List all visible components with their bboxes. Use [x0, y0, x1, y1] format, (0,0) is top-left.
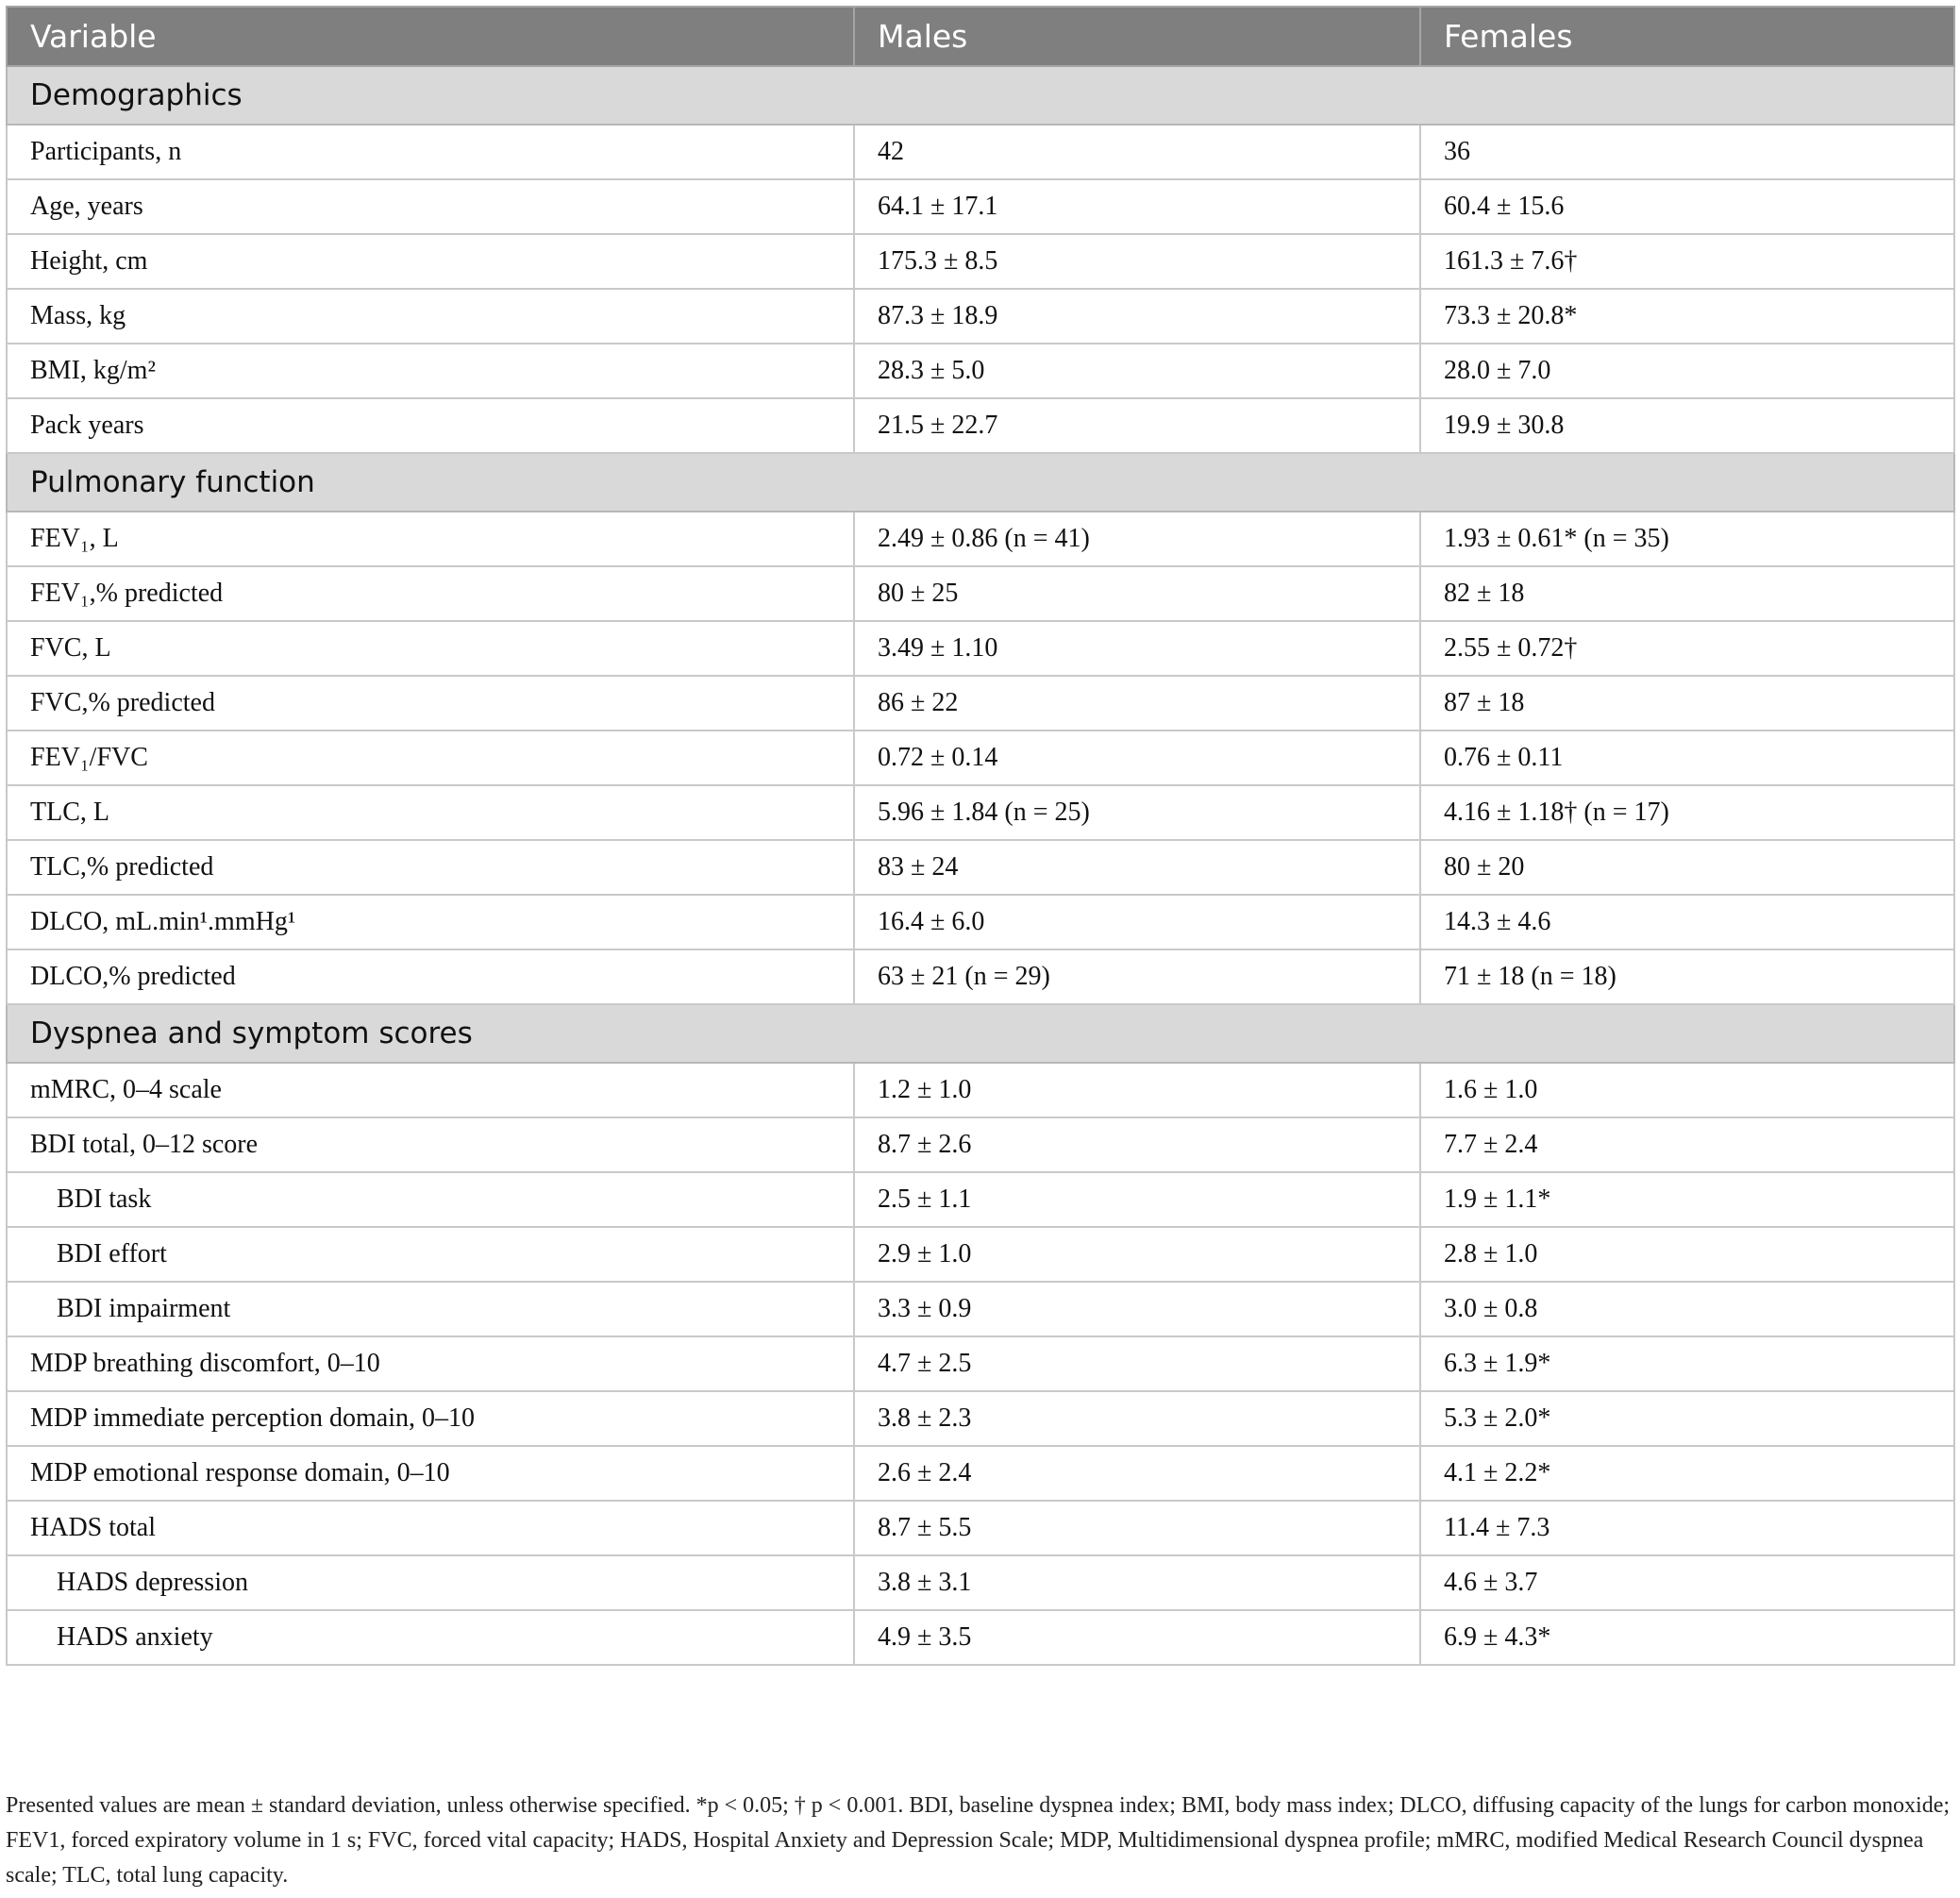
row-label: FVC,% predicted [7, 676, 854, 731]
table-row [7, 840, 1954, 895]
header-males: Males [854, 7, 1420, 66]
section-title: Dyspnea and symptom scores [7, 1004, 1954, 1063]
females-value: 87 ± 18 [1420, 676, 1954, 731]
table-row [7, 1555, 1954, 1610]
section-title: Pulmonary function [7, 453, 1954, 512]
males-value: 5.96 ± 1.84 (n = 25) [854, 785, 1420, 840]
males-value: 63 ± 21 (n = 29) [854, 949, 1420, 1004]
males-value: 80 ± 25 [854, 566, 1420, 621]
table-row [7, 785, 1954, 840]
table-row [7, 344, 1954, 398]
section-row [7, 1004, 1954, 1063]
table-row [7, 731, 1954, 785]
males-value: 42 [854, 125, 1420, 179]
row-label: BDI total, 0–12 score [7, 1117, 854, 1172]
table-row [7, 566, 1954, 621]
females-value: 14.3 ± 4.6 [1420, 895, 1954, 949]
row-label: BDI effort [7, 1227, 854, 1282]
table-row [7, 1117, 1954, 1172]
row-label: TLC, L [7, 785, 854, 840]
females-value: 19.9 ± 30.8 [1420, 398, 1954, 453]
males-value: 1.2 ± 1.0 [854, 1063, 1420, 1117]
females-value: 0.76 ± 0.11 [1420, 731, 1954, 785]
table-row [7, 179, 1954, 234]
header-females: Females [1420, 7, 1954, 66]
females-value: 6.3 ± 1.9* [1420, 1336, 1954, 1391]
males-value: 64.1 ± 17.1 [854, 179, 1420, 234]
row-label: HADS depression [7, 1555, 854, 1610]
males-value: 3.3 ± 0.9 [854, 1282, 1420, 1336]
row-label: HADS total [7, 1501, 854, 1555]
row-label: Participants, n [7, 125, 854, 179]
females-value: 80 ± 20 [1420, 840, 1954, 895]
males-value: 87.3 ± 18.9 [854, 289, 1420, 344]
females-value: 1.9 ± 1.1* [1420, 1172, 1954, 1227]
females-value: 3.0 ± 0.8 [1420, 1282, 1954, 1336]
table-row [7, 621, 1954, 676]
males-value: 8.7 ± 2.6 [854, 1117, 1420, 1172]
females-value: 2.8 ± 1.0 [1420, 1227, 1954, 1282]
females-value: 1.93 ± 0.61* (n = 35) [1420, 512, 1954, 566]
males-value: 175.3 ± 8.5 [854, 234, 1420, 289]
table-body [7, 66, 1954, 1665]
header-variable: Variable [7, 7, 854, 66]
section-title: Demographics [7, 66, 1954, 125]
row-label: TLC,% predicted [7, 840, 854, 895]
males-value: 4.9 ± 3.5 [854, 1610, 1420, 1665]
row-label: BDI impairment [7, 1282, 854, 1336]
males-value: 2.6 ± 2.4 [854, 1446, 1420, 1501]
data-table [6, 6, 1955, 1666]
males-value: 8.7 ± 5.5 [854, 1501, 1420, 1555]
table-container [6, 6, 1953, 1666]
males-value: 21.5 ± 22.7 [854, 398, 1420, 453]
table-row [7, 512, 1954, 566]
row-label: MDP immediate perception domain, 0–10 [7, 1391, 854, 1446]
males-value: 4.7 ± 2.5 [854, 1336, 1420, 1391]
table-row [7, 398, 1954, 453]
females-value: 60.4 ± 15.6 [1420, 179, 1954, 234]
males-value: 2.49 ± 0.86 (n = 41) [854, 512, 1420, 566]
females-value: 5.3 ± 2.0* [1420, 1391, 1954, 1446]
table-row [7, 1282, 1954, 1336]
females-value: 4.16 ± 1.18† (n = 17) [1420, 785, 1954, 840]
row-label: FVC, L [7, 621, 854, 676]
males-value: 3.8 ± 2.3 [854, 1391, 1420, 1446]
table-row [7, 125, 1954, 179]
row-label: DLCO, mL.min¹.mmHg¹ [7, 895, 854, 949]
row-label: Age, years [7, 179, 854, 234]
row-label: MDP emotional response domain, 0–10 [7, 1446, 854, 1501]
males-value: 83 ± 24 [854, 840, 1420, 895]
females-value: 1.6 ± 1.0 [1420, 1063, 1954, 1117]
table-row [7, 234, 1954, 289]
males-value: 3.49 ± 1.10 [854, 621, 1420, 676]
females-value: 73.3 ± 20.8* [1420, 289, 1954, 344]
males-value: 2.9 ± 1.0 [854, 1227, 1420, 1282]
table-row [7, 1501, 1954, 1555]
females-value: 4.6 ± 3.7 [1420, 1555, 1954, 1610]
table-row [7, 1172, 1954, 1227]
table-row [7, 1227, 1954, 1282]
males-value: 86 ± 22 [854, 676, 1420, 731]
females-value: 2.55 ± 0.72† [1420, 621, 1954, 676]
section-row [7, 66, 1954, 125]
males-value: 28.3 ± 5.0 [854, 344, 1420, 398]
table-row [7, 676, 1954, 731]
row-label: MDP breathing discomfort, 0–10 [7, 1336, 854, 1391]
females-value: 36 [1420, 125, 1954, 179]
header-row [7, 7, 1954, 66]
row-label: BDI task [7, 1172, 854, 1227]
table-row [7, 1336, 1954, 1391]
row-label: Height, cm [7, 234, 854, 289]
table-row [7, 1610, 1954, 1665]
females-value: 7.7 ± 2.4 [1420, 1117, 1954, 1172]
table-row [7, 1446, 1954, 1501]
males-value: 16.4 ± 6.0 [854, 895, 1420, 949]
row-label: FEV₁,% predicted [7, 566, 854, 621]
females-value: 82 ± 18 [1420, 566, 1954, 621]
females-value: 6.9 ± 4.3* [1420, 1610, 1954, 1665]
row-label: Pack years [7, 398, 854, 453]
females-value: 161.3 ± 7.6† [1420, 234, 1954, 289]
table-row [7, 1063, 1954, 1117]
section-row [7, 453, 1954, 512]
females-value: 11.4 ± 7.3 [1420, 1501, 1954, 1555]
row-label: FEV₁, L [7, 512, 854, 566]
table-row [7, 1391, 1954, 1446]
table-footnote: Presented values are mean ± standard deviation, unless otherwise specified. *p < 0.05; † p < 0.001. BDI, baseline dyspnea index; BMI, body mass index; DLCO, diffusing capacity of the lungs for carbon monoxide; FEV1, forced expiratory volume in 1 s; FVC, forced vital capacity; HADS, Hospital Anxiety and Depression Scale; MDP, Multidimensional dyspnea profile; mMRC, modified Medical Research Council dyspnea scale; TLC, total lung capacity. [6, 1793, 1951, 1888]
row-label: DLCO,% predicted [7, 949, 854, 1004]
row-label: mMRC, 0–4 scale [7, 1063, 854, 1117]
table-row [7, 949, 1954, 1004]
table-row [7, 895, 1954, 949]
row-label: HADS anxiety [7, 1610, 854, 1665]
females-value: 71 ± 18 (n = 18) [1420, 949, 1954, 1004]
males-value: 2.5 ± 1.1 [854, 1172, 1420, 1227]
row-label: FEV₁/FVC [7, 731, 854, 785]
females-value: 28.0 ± 7.0 [1420, 344, 1954, 398]
table-row [7, 289, 1954, 344]
row-label: Mass, kg [7, 289, 854, 344]
males-value: 0.72 ± 0.14 [854, 731, 1420, 785]
males-value: 3.8 ± 3.1 [854, 1555, 1420, 1610]
females-value: 4.1 ± 2.2* [1420, 1446, 1954, 1501]
row-label: BMI, kg/m² [7, 344, 854, 398]
